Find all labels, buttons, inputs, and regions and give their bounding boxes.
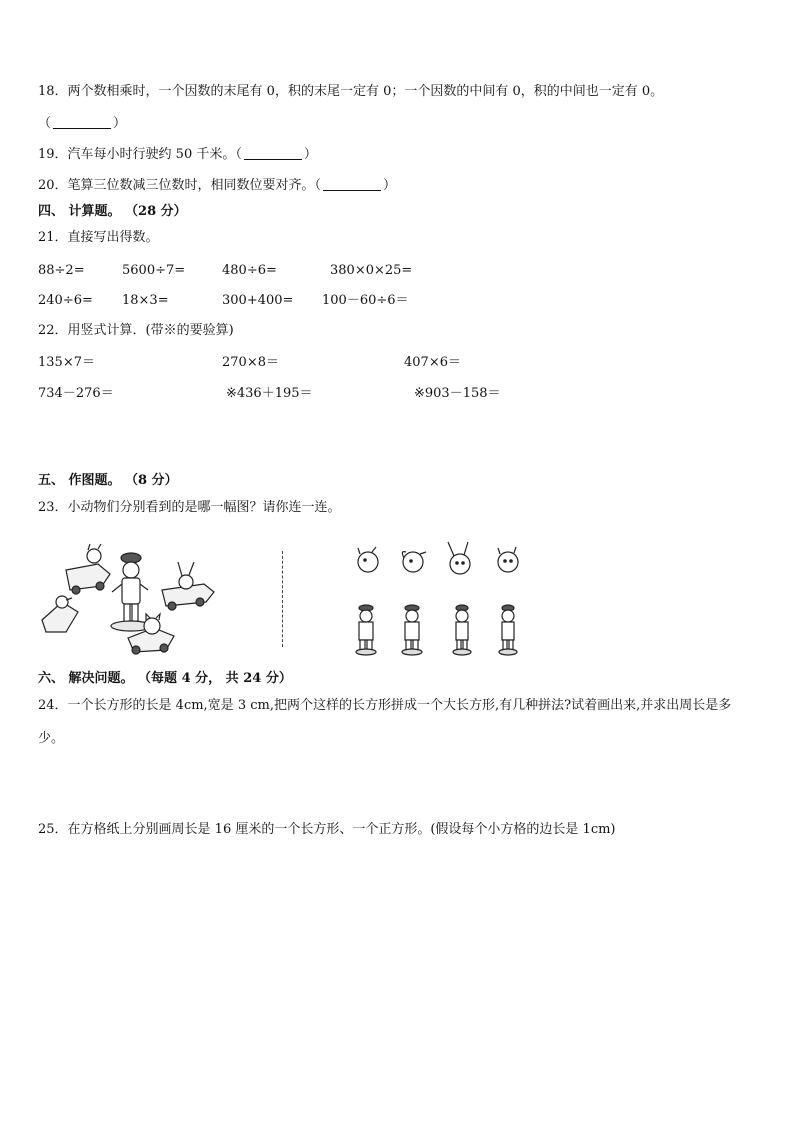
vertical-calc-item: 270×8＝ (222, 355, 279, 370)
question-21: 21．直接写出得数。 (38, 230, 159, 245)
question-18-answer (38, 116, 126, 132)
animal-head-view (402, 552, 426, 572)
question-22: 22．用竖式计算．(带※的要验算) (38, 323, 234, 338)
vertical-calc-item: ※903－158＝ (414, 386, 501, 401)
answer-close-paren: ） (383, 178, 397, 193)
animals-scene-illustration (36, 540, 226, 655)
policeman-view (402, 605, 422, 655)
vertical-calc-item: 734－276＝ (38, 386, 114, 401)
answer-close-paren: ） (303, 147, 317, 162)
question-18 (38, 84, 663, 100)
section-4-heading: 四、 计算题。 （28 分） (38, 204, 187, 219)
vertical-calc-item: ※436＋195＝ (226, 386, 313, 401)
policeman-view (453, 605, 471, 655)
question-25: 25．在方格纸上分别画周长是 16 厘米的一个长方形、一个正方形。(假设每个小方格的边长是 1cm) (38, 822, 616, 837)
calc-item: 480÷6= (222, 263, 277, 278)
answer-close-paren: ） (113, 116, 127, 131)
section-5-heading: 五、 作图题。 （8 分） (38, 473, 178, 488)
question-24-line-2: 少。 (38, 731, 65, 746)
calc-item: 88÷2= (38, 263, 85, 278)
answer-blank-20[interactable] (323, 178, 381, 191)
calc-item: 5600÷7= (122, 263, 186, 278)
answer-blank-18[interactable] (53, 116, 111, 129)
views-illustration (348, 540, 528, 658)
section-6-heading: 六、 解决问题。 （每题 4 分， 共 24 分） (38, 671, 292, 686)
animal-head-view (498, 547, 518, 572)
vertical-calc-item: 407×6＝ (404, 355, 461, 370)
policeman-view (356, 605, 376, 655)
question-20-text: 20．笔算三位数减三位数时，相同数位要对齐。（ (38, 178, 322, 193)
vertical-calc-item: 135×7＝ (38, 355, 95, 370)
answer-open-paren: （ (38, 116, 52, 131)
policeman-view (499, 605, 517, 655)
question-19 (38, 147, 317, 163)
calc-item: 100－60÷6＝ (322, 293, 409, 308)
dashed-divider (282, 551, 285, 647)
animal-head-view (448, 542, 470, 574)
question-24-line-1: 24．一个长方形的长是 4cm,宽是 3 cm,把两个这样的长方形拼成一个大长方形,有几种拼法?试着画出来,并求出周长是多 (38, 698, 732, 713)
answer-blank-19[interactable] (244, 147, 302, 160)
question-19-text: 19．汽车每小时行驶约 50 千米。（ (38, 147, 242, 162)
calc-item: 240÷6= (38, 293, 93, 308)
animal-head-view (358, 547, 378, 572)
question-20 (38, 178, 396, 194)
calc-item: 380×0×25= (330, 263, 413, 278)
question-23: 23．小动物们分别看到的是哪一幅图？请你连一连。 (38, 500, 341, 515)
calc-item: 300+400= (222, 293, 294, 308)
calc-item: 18×3= (122, 293, 169, 308)
question-18-text: 18．两个数相乘时，一个因数的末尾有 0，积的末尾一定有 0；一个因数的中间有 0，积的中间也一定有 0。 (38, 84, 664, 99)
